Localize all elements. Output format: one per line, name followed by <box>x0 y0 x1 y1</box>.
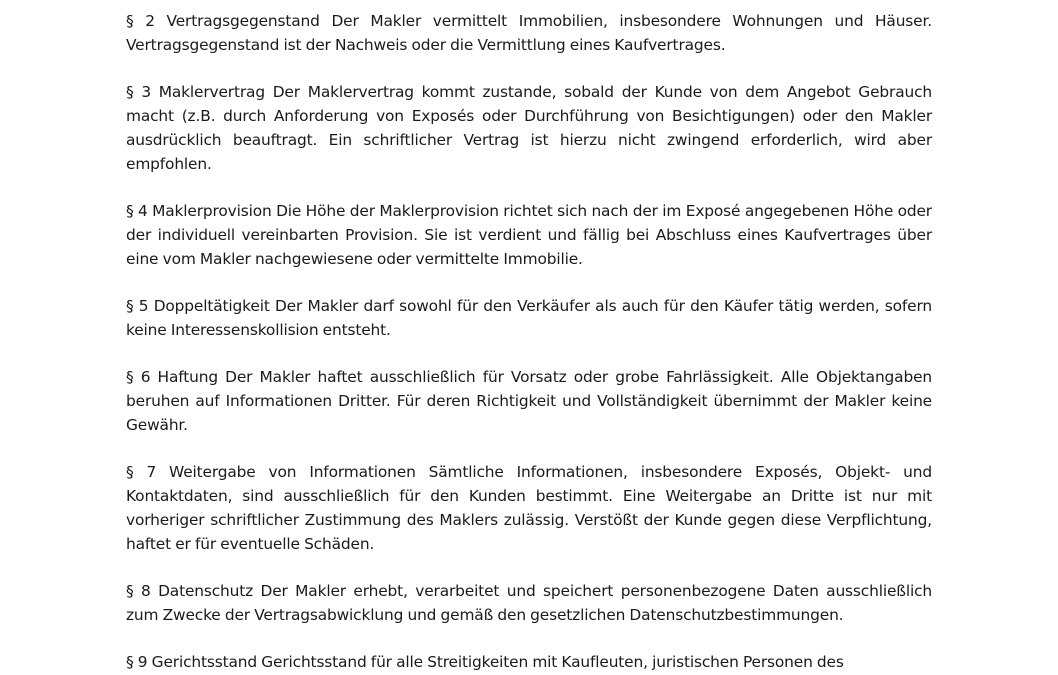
paragraph-section-5 <box>126 294 932 342</box>
paragraph-text: § 3 Maklervertrag Der Maklervertrag kommt zustande, sobald der Kunde von dem Angebot Gebrauch macht (z.B. durch Anforderung von Exposés oder Durchführung von Besichtigungen) oder den Makler ausdrücklich beauftragt. Ein schriftlicher Vertrag ist hierzu nicht zwingend erforderlich, wird aber empfohlen. <box>126 83 932 173</box>
paragraph-text: § 7 Weitergabe von Informationen Sämtliche Informationen, insbesondere Exposés, Objekt- und Kontaktdaten, sind ausschließlich für den Kunden bestimmt. Eine Weitergabe an Dritte ist nur mit vorheriger schriftlicher Zustimmung des Maklers zulässig. Verstößt der Kunde gegen diese Verpflichtung, haftet er für eventuelle Schäden. <box>126 463 932 553</box>
paragraph-text: § 5 Doppeltätigkeit Der Makler darf sowohl für den Verkäufer als auch für den Käufer tätig werden, sofern keine Interessenskollision entsteht. <box>126 297 932 339</box>
document-page <box>126 9 932 675</box>
paragraph-section-2 <box>126 9 932 57</box>
paragraph-section-3 <box>126 80 932 176</box>
paragraph-section-6 <box>126 365 932 437</box>
paragraph-text: § 6 Haftung Der Makler haftet ausschließlich für Vorsatz oder grobe Fahrlässigkeit. Alle Objektangaben beruhen auf Informationen Dritter. Für deren Richtigkeit und Vollständigkeit übernimmt der Makler keine Gewähr. <box>126 368 932 434</box>
paragraph-section-9 <box>126 650 932 674</box>
paragraph-section-7 <box>126 460 932 556</box>
paragraph-text: § 8 Datenschutz Der Makler erhebt, verarbeitet und speichert personenbezogene Daten ausschließlich zum Zwecke der Vertragsabwicklung und gemäß den gesetzlichen Datenschutzbestimmungen. <box>126 582 932 624</box>
paragraph-text: § 2 Vertragsgegenstand Der Makler vermittelt Immobilien, insbesondere Wohnungen und Häuser. Vertragsgegenstand ist der Nachweis oder die Vermittlung eines Kaufvertrages. <box>126 12 932 54</box>
paragraph-section-4 <box>126 199 932 271</box>
paragraph-text: § 4 Maklerprovision Die Höhe der Maklerprovision richtet sich nach der im Exposé angegebenen Höhe oder der individuell vereinbarten Provision. Sie ist verdient und fällig bei Abschluss eines Kaufvertrages über eine vom Makler nachgewiesene oder vermittelte Immobilie. <box>126 202 932 268</box>
paragraph-section-8 <box>126 579 932 627</box>
paragraph-text: § 9 Gerichtsstand Gerichtsstand für alle Streitigkeiten mit Kaufleuten, juristischen Personen des <box>126 653 844 671</box>
